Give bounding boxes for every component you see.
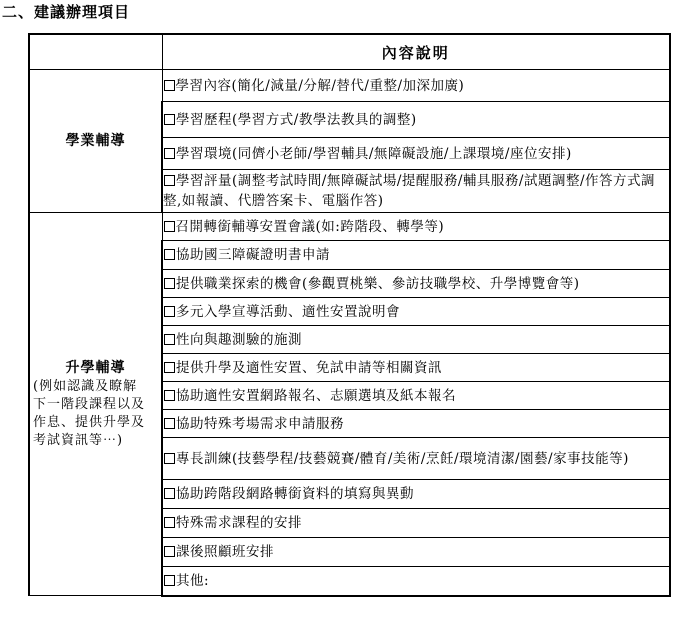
item-cell	[162, 480, 670, 509]
item-cell	[162, 410, 670, 438]
item-label: 學習評量(調整考試時間/無障礙試場/提醒服務/輔具服務/試題調整/作答方式調整,如報讀、代謄答案卡、電腦作答)	[163, 173, 656, 209]
checkbox[interactable]	[164, 148, 175, 159]
item-cell	[162, 170, 670, 213]
item-label: 特殊需求課程的安排	[176, 515, 302, 531]
item-label: 其他:	[176, 572, 210, 589]
checkbox[interactable]	[164, 418, 175, 429]
plan-table	[28, 33, 671, 597]
category-title: 升學輔導	[65, 360, 126, 376]
checkbox[interactable]	[164, 362, 175, 373]
header-content-description: 內容說明	[162, 34, 670, 70]
item-cell	[162, 241, 670, 270]
checkbox[interactable]	[164, 575, 175, 586]
item-cell	[162, 138, 670, 170]
item-label: 提供升學及適性安置、免試申請等相關資訊	[176, 359, 442, 376]
category-cell-academic	[29, 70, 162, 213]
checkbox[interactable]	[164, 114, 175, 125]
item-cell	[162, 538, 670, 567]
checkbox[interactable]	[164, 249, 175, 260]
header-empty-cell	[29, 34, 162, 70]
item-cell	[162, 326, 670, 354]
checkbox[interactable]	[164, 488, 175, 499]
category-subtitle: (例如認識及瞭解 下一階段課程以及 作息、提供升學及 考試資訊等⋯)	[33, 379, 146, 448]
item-cell	[162, 270, 670, 298]
item-label: 協助跨階段網路轉銜資料的填寫與異動	[176, 486, 414, 502]
checkbox[interactable]	[164, 80, 175, 91]
category-cell-further-education	[29, 213, 162, 596]
item-cell	[162, 213, 670, 241]
category-title: 學業輔導	[65, 133, 126, 149]
checkbox[interactable]	[164, 278, 175, 289]
item-cell	[162, 382, 670, 410]
item-label: 課後照顧班安排	[176, 544, 274, 560]
item-label: 學習環境(同儕小老師/學習輔具/無障礙設施/上課環境/座位安排)	[176, 145, 572, 162]
header-row	[29, 34, 670, 70]
checkbox[interactable]	[164, 175, 175, 186]
checkbox[interactable]	[164, 390, 175, 401]
item-label: 學習歷程(學習方式/教學法教具的調整)	[176, 111, 417, 128]
item-label: 專長訓練(技藝學程/技藝競賽/體育/美術/烹飪/環境清潔/園藝/家事技能等)	[176, 450, 629, 467]
item-label: 提供職業探索的機會(參觀賈桃樂、參訪技職學校、升學博覽會等)	[176, 275, 580, 292]
item-cell	[162, 102, 670, 138]
item-cell	[162, 509, 670, 538]
section-title: 二、建議辦理項目	[2, 3, 131, 21]
item-cell	[162, 70, 670, 102]
item-label: 協助國三障礙證明書申請	[176, 247, 330, 263]
item-label: 性向與趣測驗的施測	[176, 331, 302, 348]
table-row	[29, 213, 670, 241]
checkbox[interactable]	[164, 517, 175, 528]
item-cell	[162, 354, 670, 382]
checkbox[interactable]	[164, 334, 175, 345]
checkbox[interactable]	[164, 306, 175, 317]
item-cell	[162, 567, 670, 596]
checkbox[interactable]	[164, 453, 175, 464]
item-label: 召開轉銜輔導安置會議(如:跨階段、轉學等)	[175, 218, 445, 235]
table-row	[29, 70, 670, 102]
checkbox[interactable]	[164, 221, 175, 232]
item-label: 協助適性安置網路報名、志願選填及紙本報名	[176, 387, 456, 404]
item-cell	[162, 438, 670, 480]
item-cell	[162, 298, 670, 326]
item-label: 協助特殊考場需求申請服務	[176, 415, 344, 432]
checkbox[interactable]	[164, 546, 175, 557]
item-label: 多元入學宣導活動、適性安置說明會	[176, 303, 400, 320]
item-label: 學習內容(簡化/減量/分解/替代/重整/加深加廣)	[175, 77, 465, 94]
